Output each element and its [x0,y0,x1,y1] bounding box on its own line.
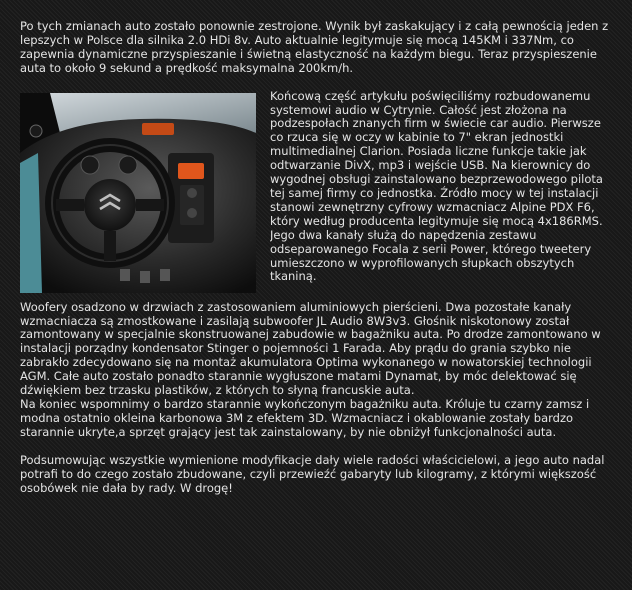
dashboard-illustration [20,93,256,293]
article-paragraph: Na koniec wspomnimy o bardzo starannie wykończonym bagażniku auta. Króluje tu czarny zamsz i modna ostatnio okleina karbonowa 3M z efektem 3D. Wzmacniacz i okablowanie zostały bardzo starannie ukryte,a sprzęt grający jest tak zainstalowany, by nie obniżył funkcjonalności auta. [20,396,590,439]
article-paragraph: Woofery osadzono w drzwiach z zastosowaniem aluminiowych pierścieni. Dwa pozostałe kanały wzmacniacza są zmostkowane i zasilają subwoofer JL Audio 8W3v3. Głośnik niskotonowy został zamontowany w specjalnie skonstruowanej zabudowie w bagażniku auta. Po drodze zamontowano w instalacji porządny kondensator Stinger o pojemności 1 Farada. Aby prądu do grania szybko nie zabrakło zdecydowano się na montaż akumulatora Optima wykonanego w nowatorskiej technologii AGM. Całe auto zostało ponadto starannie wygłuszone matami Dynamat, by móc delektować się dźwiękiem bez trzasku plastików, z których to słyną francuskie auta. [20,299,601,398]
article-body [20,20,612,495]
article-paragraph: Końcową część artykułu poświęciliśmy rozbudowanemu systemowi audio w Cytrynie. Całość jest złożona na podzespołach znanych firm w świecie car audio. Pierwsze co rzuca się w oczy w kabinie to 7" ekran jednostki multimedialnej Clarion. Posiada liczne funkcje takie jak odtwarzanie DivX, mp3 i wejście USB. Na kierownicy do wygodnej obsługi zainstalowano bezprzewodowego pilota tej samej firmy co jednostka. Źródło mocy w tej instalacji stanowi zewnętrzny cyfrowy wzmacniacz Alpine PDX F6, który według producenta legitymuje się mocą 4x186RMS. Jego dwa kanały służą do napędzenia zestawu odseparowanego Focala z serii Power, którego tweetery umieszczono w wyprofilowanych słupkach obszytych tkaniną. [270,89,603,284]
article-paragraph: Po tych zmianach auto zostało ponownie zestrojone. Wynik był zaskakujący i z całą pewnością jeden z lepszych w Polsce dla silnika 2.0 HDi 8v. Auto aktualnie legitymuje się mocą 145KM i 337Nm, co zapewnia dynamiczne przyspieszanie i świetną elastyczność na każdym biegu. Teraz przyspieszenie auta to około 9 sekund a prędkość maksymalna 200km/h. [20,19,609,75]
car-interior-photo [20,93,256,293]
article-paragraph: Podsumowując wszystkie wymienione modyfikacje dały wiele radości właścicielowi, a jego auto nadal potrafi to do czego zostało zbudowane, czyli przewieźć gabaryty lub kilogramy, z którymi większość osobówek nie dała by rady. W drogę! [20,452,605,495]
